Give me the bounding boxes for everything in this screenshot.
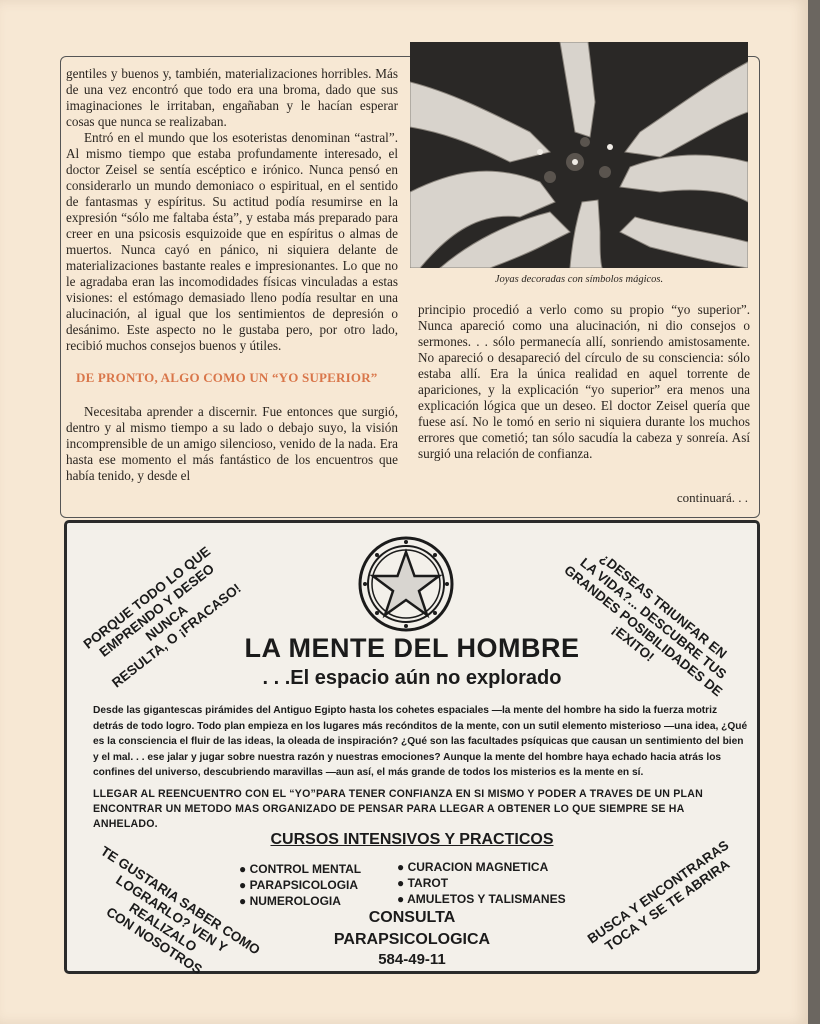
course-item: ● TAROT (397, 875, 566, 891)
course-item: ● AMULETOS Y TALISMANES (397, 891, 566, 907)
ad-subtitle: . . .El espacio aún no explorado (262, 667, 562, 689)
article-paragraph: Entró en el mundo que los esoteristas denominan “astral”. Al mismo tiempo que estaba profundamente interesado, el doctor Zeisel se sentía escéptico e irónico. Nunca pensó en considerarlo un mundo demoniaco o espiritual, en el sentido de fantasmas y espíritus. Su actitud podía resumirse en la expresión “sólo me faltaba ésta”, y estaba más preparado para creer en una psicosis esquizoide que en espíritus o almas de muertos. Nunca cayó en pánico, ni siquiera delante de materializaciones bastante reales e impresionantes. Lo que no le agradaba eran las incomodidades físicas vinculadas a estas visiones: el estómago demasiado lleno podía resultar en una alucinación, al igual que los sentimientos de depresión o desánimo. Este aspecto no le gustaba pero, por otro lado, recibió muchos consejos buenos y útiles. (66, 130, 398, 353)
ad-body-text: Desde las gigantescas pirámides del Antiguo Egipto hasta los cohetes espaciales —la mente del hombre ha sido la fuerza motriz detrás de todo logro. Todo plan empieza en los lugares más recónditos de la mente, con un sutil elemento misterioso —una idea, ¿Qué es la consciencia el fluir de las ideas, la oleada de inspiración? ¿Qué son las facultades psíquicas que causan un sentimiento del bien y el mal. . . ese jalar y jugar sobre nuestra razón y nuestras emociones? Aunque la mente del hombre haya echado hacia atrás los confines del universo, descubriendo maravillas —aun así, el más grande de todos los misterios es la mente en sí. (93, 705, 748, 778)
course-item: ● PARAPSICOLOGIA (239, 877, 361, 893)
ad-corner-text-bottom-right: BUSCA Y ENCONTRARAS TOCA Y SE TE ABRIRA (584, 837, 733, 954)
ad-title: LA MENTE DEL HOMBRE (244, 633, 580, 663)
article-left-column (66, 66, 398, 484)
continued-note: continuará. . . (676, 490, 748, 505)
ad-corner-text-top-left: PORQUE TODO LO QUE EMPRENDO Y DESEO NUNCA RESULTA, O ¡FRACASO! (80, 543, 244, 691)
advertisement (64, 520, 760, 978)
ad-corner-text-bottom-left: TE GUSTARIA SABER COMO LOGRARLO? VEN Y REALIZALO CON NOSOTROS (97, 843, 263, 978)
hands-photo-illustration (410, 42, 748, 268)
ad-courses-list-left (239, 861, 361, 909)
pentagram-seal-icon (357, 535, 455, 638)
article-subheading: DE PRONTO, ALGO COMO UN “YO SUPERIOR” (76, 370, 378, 385)
course-item: ● NUMEROLOGIA (239, 893, 361, 909)
ad-body-caps-text: LLEGAR AL REENCUENTRO CON EL “YO”PARA TENER CONFIANZA EN SI MISMO Y PODER A TRAVES DE UN PLAN ENCONTRAR UN METODO MAS ORGANIZADO DE PENSAR PARA LLEGAR A OBTENER LO QUE SIEMPRE SE HA ANHELADO. (93, 788, 703, 830)
ad-courses-list-right (397, 859, 566, 907)
article-paragraph: principio procedió a verlo como su propio “yo superior”. Nunca apareció como una alucinación, ni dio consejos o sermones. . . sólo permanecía allí, sonriendo amistosamente. No apareció o desapareció del círculo de su consciencia: sólo estaba allí. Era la única realidad en aquel torrente de apariciones, y la explicación “yo superior” era menos una explicación lógica que un deseo. El doctor Zeisel quería que fuese así. No le tomó en serio ni siquiera durante los muchos errores que cometió; tan sólo sacudía la cabeza y sonreía. Así surgió una relación de confianza. (418, 302, 750, 461)
hands-jewelry-photo (410, 42, 748, 268)
ad-consulta-line: PARAPSICOLOGICA (333, 931, 491, 948)
ad-corner-text-top-right: ¿DESEAS TRIUNFAR EN LA VIDA?... DESCUBRE TUS GRANDES POSIBILIDADES DE ¡EXITO! (561, 550, 730, 700)
ad-courses-heading: CURSOS INTENSIVOS Y PRACTICOS (270, 831, 554, 848)
course-item: ● CONTROL MENTAL (239, 861, 361, 877)
photo-caption: Joyas decoradas con símbolos mágicos. (494, 274, 664, 285)
article-paragraph: Necesitaba aprender a discernir. Fue entonces que surgió, dentro y al mismo tiempo a su lado o debajo suyo, la visión incomprensible de un amigo silencioso, venido de la nada. Era hasta ese momento el más fantástico de los encuentros que había tenido, y desde el (66, 404, 398, 483)
article-right-column (418, 302, 750, 462)
course-item: ● CURACION MAGNETICA (397, 859, 566, 875)
article-paragraph: gentiles y buenos y, también, materializaciones horribles. Más de una vez encontró que todo era una broma, dado que sus imaginaciones le irritaban, engañaban y le hacían esperar cosas que nunca se realizaban. (66, 66, 398, 129)
page-edge (808, 0, 820, 1024)
ad-consulta-line: CONSULTA (368, 909, 456, 926)
ad-phone-number: 584-49-11 (378, 951, 446, 968)
